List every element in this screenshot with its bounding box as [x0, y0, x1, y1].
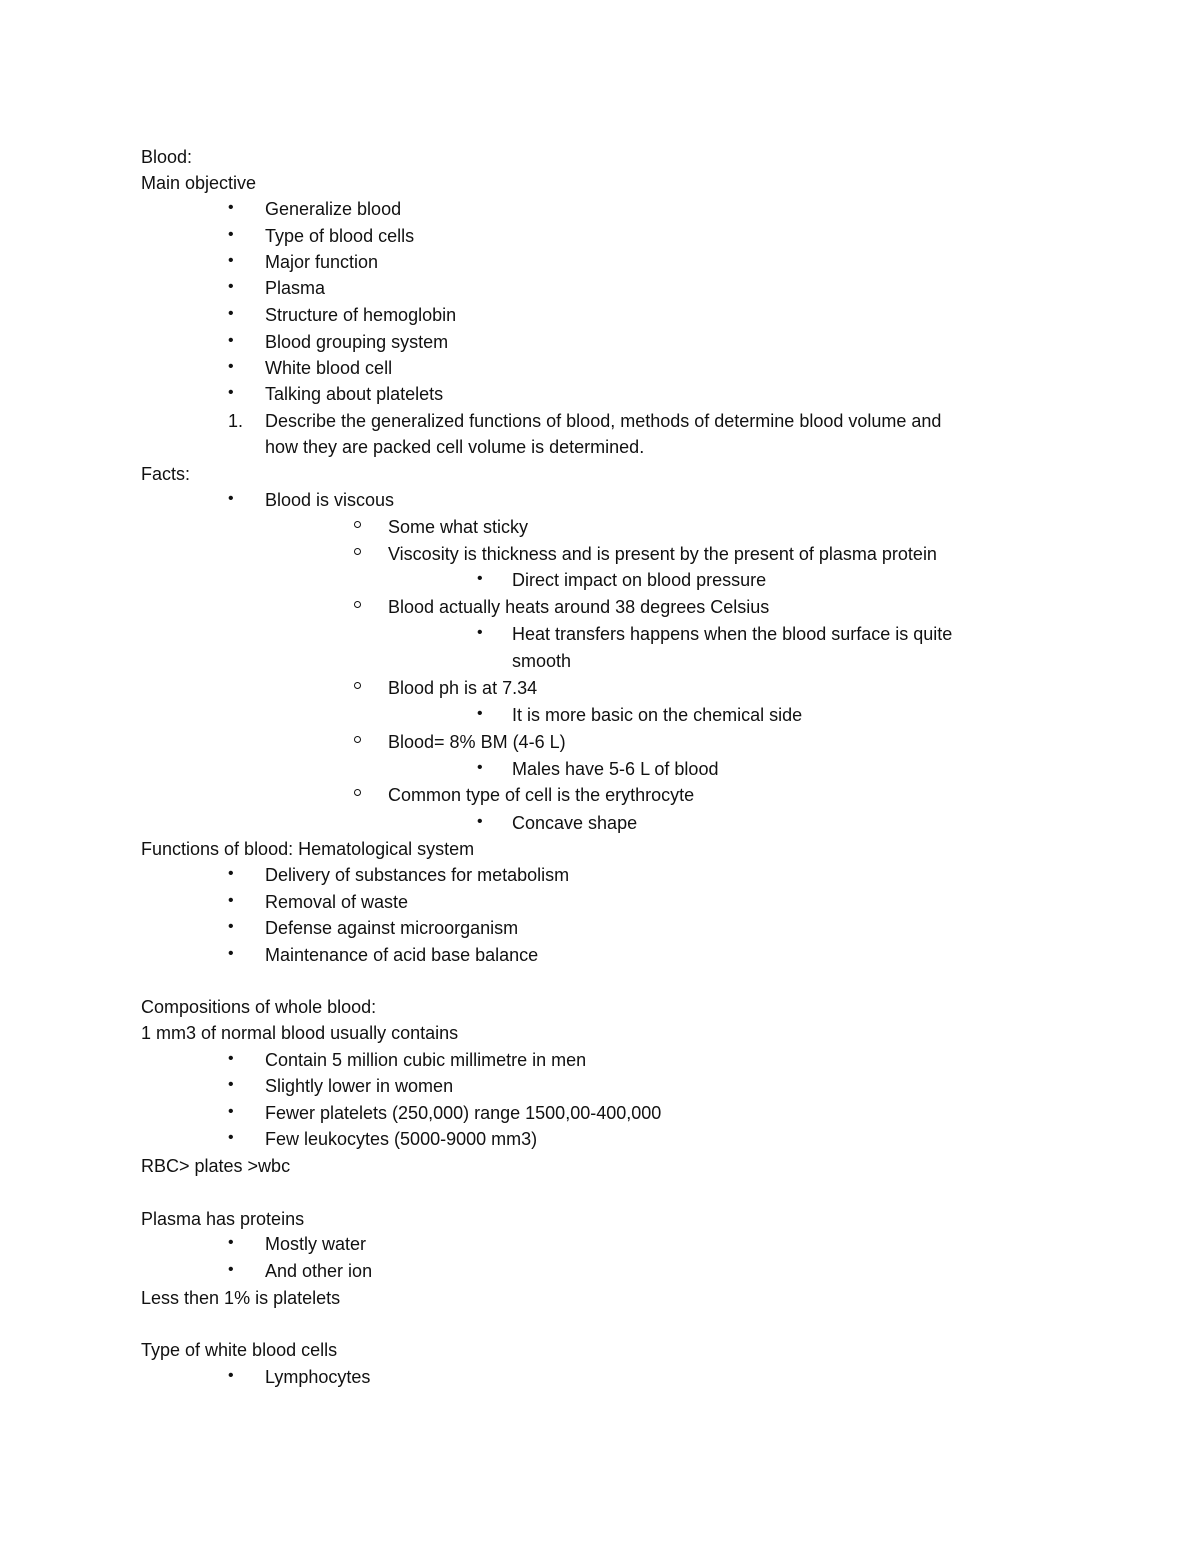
list-item: Mostly water [265, 1234, 367, 1254]
hollow-bullet [354, 682, 361, 689]
sub-item: Common type of cell is the erythrocyte [388, 785, 695, 805]
list-item: Plasma [265, 278, 326, 298]
functions-label: Functions of blood: Hematological system [141, 839, 475, 859]
list-item: Removal of waste [265, 892, 409, 912]
list-item: Delivery of substances for metabolism [265, 865, 570, 885]
list-item: And other ion [265, 1261, 373, 1281]
hollow-bullet [354, 601, 361, 608]
plasma-label: Plasma has proteins [141, 1209, 305, 1229]
hollow-bullet [354, 521, 361, 528]
compositions-label: Compositions of whole blood: [141, 997, 377, 1017]
hollow-bullet [354, 736, 361, 743]
bullet: • [228, 1076, 234, 1093]
list-item: Fewer platelets (250,000) range 1500,00-400,000 [265, 1103, 662, 1123]
numbered-item-line: how they are packed cell volume is determined. [265, 437, 645, 457]
sub-sub-item: Concave shape [512, 813, 638, 833]
bullet: • [228, 1261, 234, 1278]
compositions-intro: 1 mm3 of normal blood usually contains [141, 1023, 459, 1043]
bullet: • [228, 892, 234, 909]
sub-item: Blood ph is at 7.34 [388, 678, 538, 698]
list-item: Few leukocytes (5000-9000 mm3) [265, 1129, 538, 1149]
bullet: • [228, 490, 234, 507]
sub-item: Some what sticky [388, 517, 529, 537]
platelets-note: Less then 1% is platelets [141, 1288, 341, 1308]
bullet: • [228, 305, 234, 322]
sub-sub-item: smooth [512, 651, 572, 671]
hollow-bullet [354, 789, 361, 796]
list-item: Major function [265, 252, 379, 272]
heading-blood: Blood: [141, 147, 193, 167]
bullet: • [228, 226, 234, 243]
bullet: • [477, 624, 483, 641]
bullet: • [477, 570, 483, 587]
list-item: Structure of hemoglobin [265, 305, 457, 325]
bullet: • [228, 1050, 234, 1067]
bullet: • [228, 945, 234, 962]
bullet: • [228, 332, 234, 349]
bullet: • [228, 358, 234, 375]
bullet: • [228, 918, 234, 935]
numbered-item-line: Describe the generalized functions of blood, methods of determine blood volume and [265, 411, 942, 431]
facts-label: Facts: [141, 464, 191, 484]
bullet: • [477, 705, 483, 722]
bullet: • [477, 759, 483, 776]
main-objective-label: Main objective [141, 173, 257, 193]
list-item: Defense against microorganism [265, 918, 519, 938]
bullet: • [228, 278, 234, 295]
sub-sub-item: Heat transfers happens when the blood surface is quite [512, 624, 953, 644]
sub-sub-item: Direct impact on blood pressure [512, 570, 767, 590]
bullet: • [477, 813, 483, 830]
bullet: • [228, 865, 234, 882]
numbered-marker: 1. [228, 411, 244, 431]
sub-sub-item: It is more basic on the chemical side [512, 705, 803, 725]
list-item: Type of blood cells [265, 226, 415, 246]
bullet: • [228, 1367, 234, 1384]
wbc-label: Type of white blood cells [141, 1340, 338, 1360]
list-item: Blood is viscous [265, 490, 395, 510]
list-item: Talking about platelets [265, 384, 444, 404]
bullet: • [228, 1103, 234, 1120]
sub-item: Viscosity is thickness and is present by the present of plasma protein [388, 544, 937, 564]
list-item: White blood cell [265, 358, 393, 378]
bullet: • [228, 1234, 234, 1251]
list-item: Generalize blood [265, 199, 402, 219]
sub-item: Blood= 8% BM (4-6 L) [388, 732, 566, 752]
bullet: • [228, 384, 234, 401]
list-item: Slightly lower in women [265, 1076, 454, 1096]
bullet: • [228, 199, 234, 216]
bullet: • [228, 1129, 234, 1146]
ratio-text: RBC> plates >wbc [141, 1156, 291, 1176]
hollow-bullet [354, 548, 361, 555]
bullet: • [228, 252, 234, 269]
list-item: Lymphocytes [265, 1367, 371, 1387]
sub-item: Blood actually heats around 38 degrees Celsius [388, 597, 770, 617]
list-item: Maintenance of acid base balance [265, 945, 539, 965]
sub-sub-item: Males have 5-6 L of blood [512, 759, 719, 779]
list-item: Contain 5 million cubic millimetre in men [265, 1050, 587, 1070]
list-item: Blood grouping system [265, 332, 449, 352]
